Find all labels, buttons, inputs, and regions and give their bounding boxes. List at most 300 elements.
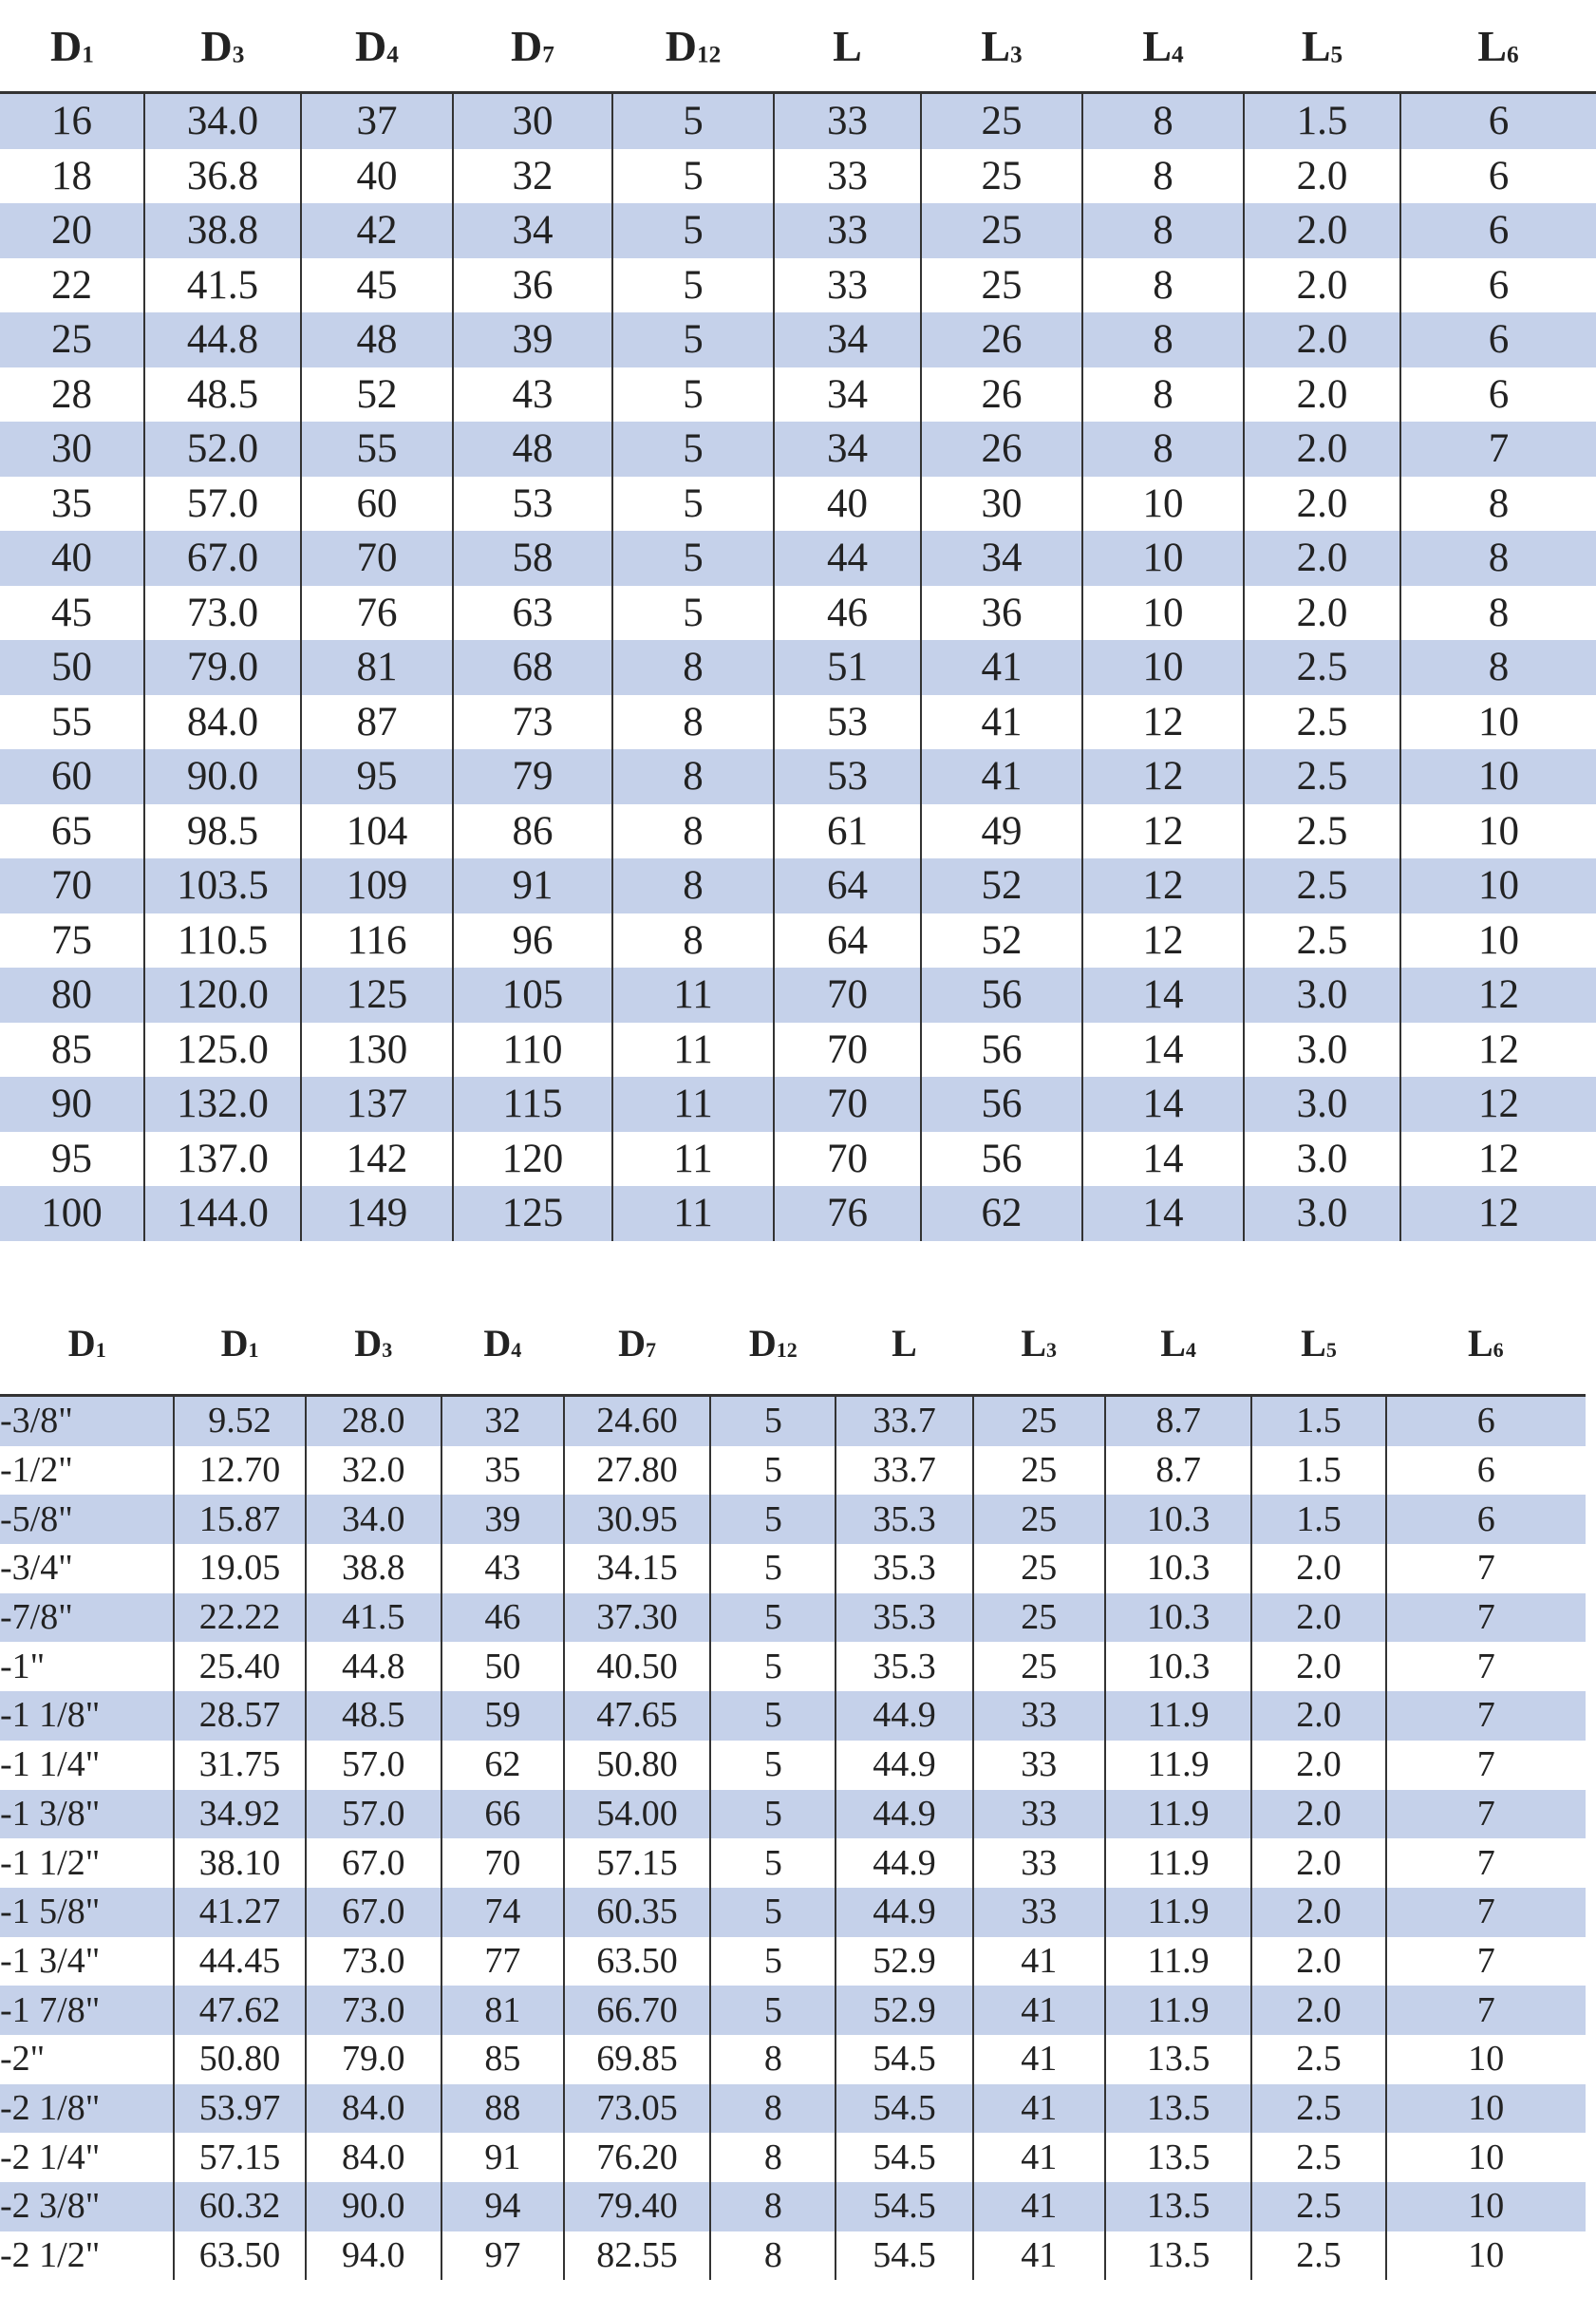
- table-cell: 30: [453, 93, 612, 149]
- column-header: [301, 0, 453, 93]
- column-header-subscript: 1: [82, 40, 94, 67]
- table-cell: 50: [441, 1642, 564, 1691]
- table-cell: 57.0: [306, 1741, 441, 1790]
- table-cell: 6: [1400, 93, 1596, 149]
- table-cell: 8: [612, 804, 774, 859]
- table-cell: 94: [441, 2182, 564, 2231]
- table-cell: 46: [774, 586, 921, 641]
- table-cell: 48.5: [144, 367, 301, 423]
- column-header-symbol: L: [1021, 1321, 1047, 1365]
- table-cell: 8: [1400, 586, 1596, 641]
- column-header-symbol: D: [665, 21, 697, 70]
- table-cell: 2.5: [1244, 913, 1400, 969]
- table-cell: 2.0: [1251, 1741, 1385, 1790]
- table-cell: 11.9: [1105, 1937, 1252, 1986]
- table-cell: 10.3: [1105, 1593, 1252, 1643]
- table-cell: 41: [973, 2182, 1105, 2231]
- table-cell: 53: [774, 695, 921, 750]
- table-cell: 144.0: [144, 1186, 301, 1241]
- column-header: [174, 1291, 305, 1396]
- table-cell: 8: [1082, 258, 1244, 313]
- table-row: [0, 2182, 1586, 2231]
- table-cell: 40.50: [564, 1642, 711, 1691]
- table-cell: 47.65: [564, 1691, 711, 1741]
- table-cell: 3.0: [1244, 1132, 1400, 1187]
- table-cell: 1.5: [1251, 1446, 1385, 1496]
- table-cell: 54.5: [836, 2035, 972, 2084]
- table-cell: 7: [1386, 1691, 1586, 1741]
- table-cell: 73: [453, 695, 612, 750]
- table-cell: -2 1/4": [0, 2137, 101, 2177]
- table-cell: 64: [774, 913, 921, 969]
- table-cell: 63.50: [564, 1937, 711, 1986]
- table-cell: 87: [301, 695, 453, 750]
- table-cell: 6: [1386, 1446, 1586, 1496]
- table-cell: 110.5: [144, 913, 301, 969]
- table-cell: 70: [0, 858, 144, 913]
- table-cell: -1 1/2": [0, 1842, 101, 1883]
- table-cell: 33: [973, 1741, 1105, 1790]
- table-cell: 12: [1082, 749, 1244, 804]
- table-cell: 43: [453, 367, 612, 423]
- table-cell: 2.0: [1251, 1838, 1385, 1888]
- table-cell: 11.9: [1105, 1838, 1252, 1888]
- column-header-symbol: D: [355, 21, 387, 70]
- column-header: [1400, 0, 1596, 93]
- table-cell: 91: [453, 858, 612, 913]
- table-cell: -3/4": [0, 1548, 73, 1589]
- table-cell: 30: [921, 477, 1082, 532]
- table-cell: 62: [921, 1186, 1082, 1241]
- column-header-symbol: L: [1477, 21, 1508, 70]
- table-cell: 90: [0, 1077, 144, 1132]
- table-cell: 73.0: [306, 1937, 441, 1986]
- table-cell: 41: [921, 640, 1082, 695]
- table-cell: 41: [921, 695, 1082, 750]
- table-row: [0, 804, 1596, 859]
- table-cell: 5: [612, 586, 774, 641]
- table-cell: 38.8: [144, 203, 301, 258]
- table-cell: -1 3/4": [0, 1940, 101, 1981]
- table-cell: 120.0: [144, 968, 301, 1023]
- table-cell: 8: [612, 749, 774, 804]
- table-cell: 44.9: [836, 1888, 972, 1937]
- column-header-subscript: 6: [1507, 40, 1519, 67]
- column-header: [144, 0, 301, 93]
- table-cell: 10.3: [1105, 1544, 1252, 1593]
- column-header: [1386, 1291, 1586, 1396]
- table-cell: -1 3/8": [0, 1790, 174, 1839]
- table-cell: 32: [453, 149, 612, 204]
- table-cell: 33: [774, 258, 921, 313]
- table-cell: 10: [1386, 2084, 1586, 2134]
- table-cell: 10: [1386, 2231, 1586, 2281]
- column-header: [1105, 1291, 1252, 1396]
- table-cell: 1.5: [1244, 93, 1400, 149]
- table-cell: 8: [1400, 531, 1596, 586]
- table-cell: 5: [710, 1691, 836, 1741]
- table-cell: 97: [441, 2231, 564, 2281]
- table-cell: 8: [1082, 422, 1244, 477]
- table-cell: 19.05: [174, 1544, 305, 1593]
- table-cell: 5: [710, 1937, 836, 1986]
- table-cell: 2.5: [1251, 2133, 1385, 2182]
- column-header-symbol: D: [483, 1321, 512, 1365]
- table-cell: 11: [612, 1186, 774, 1241]
- table-cell: 3.0: [1244, 1023, 1400, 1078]
- table-cell: 22.22: [174, 1593, 305, 1643]
- table-cell: -2 1/8": [0, 2084, 174, 2134]
- table-cell: 76: [301, 586, 453, 641]
- table-cell: 41.27: [174, 1888, 305, 1937]
- table-cell: 5: [710, 1642, 836, 1691]
- table-cell: 47.62: [174, 1986, 305, 2035]
- table-cell: 5: [612, 258, 774, 313]
- table-cell: 36: [453, 258, 612, 313]
- table-cell: 25: [921, 258, 1082, 313]
- table-cell: 33: [973, 1888, 1105, 1937]
- table-cell: 7: [1386, 1741, 1586, 1790]
- table-cell: 105: [453, 968, 612, 1023]
- column-header-subscript: 3: [382, 1337, 393, 1362]
- table-cell: 63.50: [174, 2231, 305, 2281]
- table-row: [0, 422, 1596, 477]
- table-cell: 8: [1082, 312, 1244, 367]
- table-cell: 6: [1400, 258, 1596, 313]
- table-cell: 58: [453, 531, 612, 586]
- table-cell: 6: [1400, 149, 1596, 204]
- table-cell: 13.5: [1105, 2133, 1252, 2182]
- table-cell: 53: [453, 477, 612, 532]
- table-cell: 3.0: [1244, 968, 1400, 1023]
- table-row: [0, 586, 1596, 641]
- table-row: [0, 1937, 1586, 1986]
- table-cell: 7: [1386, 1544, 1586, 1593]
- table-row: [0, 1077, 1596, 1132]
- table-cell: 2.0: [1244, 367, 1400, 423]
- table-cell: 68: [453, 640, 612, 695]
- table-cell: 2.5: [1251, 2035, 1385, 2084]
- table-cell: 70: [774, 1077, 921, 1132]
- table-cell: 79.40: [564, 2182, 711, 2231]
- column-header-symbol: D: [200, 21, 233, 70]
- table-cell: 67.0: [306, 1838, 441, 1888]
- table-cell: 7: [1386, 1838, 1586, 1888]
- table-cell: 13.5: [1105, 2035, 1252, 2084]
- table-row: [0, 203, 1596, 258]
- table-cell: -1/2": [0, 1450, 73, 1491]
- column-header-symbol: D: [220, 1321, 249, 1365]
- table-cell: 2.0: [1244, 531, 1400, 586]
- table-cell: 11: [612, 968, 774, 1023]
- table-cell: 56: [921, 1023, 1082, 1078]
- table-cell: 2.0: [1244, 422, 1400, 477]
- table-cell: 16: [0, 93, 144, 149]
- table-row: [0, 312, 1596, 367]
- table-cell: 79.0: [144, 640, 301, 695]
- table-cell: 35: [51, 480, 92, 526]
- column-header: [0, 1291, 174, 1396]
- column-header-symbol: D: [511, 21, 543, 70]
- table-cell: -3/8": [0, 1396, 174, 1446]
- table-cell: -1 1/8": [0, 1691, 174, 1741]
- table-cell: 57.0: [144, 477, 301, 532]
- table-row: [0, 2035, 1586, 2084]
- table-cell: 7: [1386, 1888, 1586, 1937]
- table-row: [0, 1023, 1596, 1078]
- table-cell: 25.40: [174, 1642, 305, 1691]
- table-cell: 11.9: [1105, 1741, 1252, 1790]
- column-header-subscript: 6: [1493, 1337, 1504, 1362]
- table-cell: 30: [0, 422, 144, 477]
- column-header-symbol: L: [1160, 1321, 1186, 1365]
- column-header: [1244, 0, 1400, 93]
- table-cell: 7: [1386, 1986, 1586, 2035]
- table-cell: 5: [612, 422, 774, 477]
- table-cell: 44: [774, 531, 921, 586]
- table-cell: 2.0: [1244, 203, 1400, 258]
- table-cell: 25: [973, 1642, 1105, 1691]
- table-row: [0, 1888, 1586, 1937]
- table-cell: 11.9: [1105, 1986, 1252, 2035]
- table-cell: 41.5: [144, 258, 301, 313]
- table-cell: 57.15: [174, 2133, 305, 2182]
- table-cell: 70: [774, 1023, 921, 1078]
- column-header: [1082, 0, 1244, 93]
- table-cell: 116: [301, 913, 453, 969]
- table-cell: 149: [301, 1186, 453, 1241]
- table-cell: 120: [453, 1132, 612, 1187]
- column-header: [612, 0, 774, 93]
- table-cell: 5: [710, 1888, 836, 1937]
- table-cell: 12: [1082, 695, 1244, 750]
- table-cell: 34.92: [174, 1790, 305, 1839]
- table-cell: 57.15: [564, 1838, 711, 1888]
- table-cell: 10: [1082, 477, 1244, 532]
- table-cell: 8: [710, 2084, 836, 2134]
- table-cell: 125: [453, 1186, 612, 1241]
- table-cell: 10: [1386, 2133, 1586, 2182]
- column-header-symbol: L: [1301, 21, 1331, 70]
- table-cell: 6: [1386, 1495, 1586, 1544]
- column-header-subscript: 5: [1325, 1337, 1337, 1362]
- table-cell: 12.70: [174, 1446, 305, 1496]
- column-header-symbol: D: [67, 1321, 96, 1365]
- table-cell: 5: [612, 93, 774, 149]
- table-cell: 6: [1400, 367, 1596, 423]
- table-cell: 25: [973, 1544, 1105, 1593]
- table-cell: 10: [1386, 2182, 1586, 2231]
- table-cell: 73.05: [564, 2084, 711, 2134]
- table-cell: 10: [1400, 913, 1596, 969]
- table-row: [0, 2084, 1586, 2134]
- table-cell: 63: [453, 586, 612, 641]
- column-header-subscript: 3: [232, 40, 245, 67]
- table-cell: 52.9: [836, 1986, 972, 2035]
- table-cell: 56: [921, 1077, 1082, 1132]
- column-header: [306, 1291, 441, 1396]
- table-cell: 57.0: [306, 1790, 441, 1839]
- table-cell: 2.5: [1244, 804, 1400, 859]
- table-cell: 59: [441, 1691, 564, 1741]
- table-cell: 60: [301, 477, 453, 532]
- table-cell: 14: [1082, 1023, 1244, 1078]
- table-cell: 33: [774, 149, 921, 204]
- table-row: [0, 2231, 1586, 2281]
- table-row: [0, 1593, 1586, 1643]
- table-row: [0, 1396, 1586, 1446]
- table-cell: 142: [301, 1132, 453, 1187]
- table-cell: 8: [612, 695, 774, 750]
- table-cell: 115: [453, 1077, 612, 1132]
- table-cell: 41: [921, 749, 1082, 804]
- table-cell: 85: [51, 1026, 92, 1072]
- table-cell: 3.0: [1244, 1077, 1400, 1132]
- table-cell: 35: [441, 1446, 564, 1496]
- table-cell: 33: [973, 1691, 1105, 1741]
- table-cell: 39: [441, 1495, 564, 1544]
- table-cell: 12: [1082, 858, 1244, 913]
- table-row: [0, 913, 1596, 969]
- table-cell: 2.0: [1244, 149, 1400, 204]
- table-cell: 103.5: [144, 858, 301, 913]
- table-cell: 77: [441, 1937, 564, 1986]
- table-cell: 2.5: [1244, 640, 1400, 695]
- table-cell: 12: [1400, 1186, 1596, 1241]
- table-cell: 3.0: [1244, 1186, 1400, 1241]
- table-cell: 7: [1386, 1593, 1586, 1643]
- table-cell: 95: [301, 749, 453, 804]
- table-cell: 90.0: [144, 749, 301, 804]
- table-cell: 12: [1082, 804, 1244, 859]
- table-cell: 44.8: [306, 1642, 441, 1691]
- table-cell: -5/8": [0, 1495, 174, 1544]
- table-row: [0, 1790, 1586, 1839]
- table-cell: 125: [301, 968, 453, 1023]
- table-cell: 10: [1400, 749, 1596, 804]
- table-cell: 11.9: [1105, 1790, 1252, 1839]
- table-cell: 11.9: [1105, 1888, 1252, 1937]
- table-row: [0, 1741, 1586, 1790]
- column-header: [774, 0, 921, 93]
- table-cell: 26: [921, 367, 1082, 423]
- column-header-symbol: L: [833, 21, 862, 70]
- table-row: [0, 749, 1596, 804]
- table-cell: 25: [973, 1446, 1105, 1496]
- table-cell: 5: [612, 477, 774, 532]
- table-cell: 45: [301, 258, 453, 313]
- column-header: [921, 0, 1082, 93]
- table-cell: 73.0: [306, 1986, 441, 2035]
- table-cell: 40: [0, 531, 144, 586]
- table-cell: 33: [973, 1790, 1105, 1839]
- table-cell: 12: [1400, 1023, 1596, 1078]
- column-header-subscript: 12: [696, 40, 722, 67]
- column-header-symbol: L: [981, 21, 1011, 70]
- table-row: [0, 858, 1596, 913]
- table-cell: 52.9: [836, 1937, 972, 1986]
- column-header-symbol: L: [1301, 1321, 1326, 1365]
- table-cell: 5: [612, 203, 774, 258]
- table-row: [0, 1986, 1586, 2035]
- table-cell: 22: [51, 262, 92, 308]
- table-row: [0, 149, 1596, 204]
- table-cell: 66: [441, 1790, 564, 1839]
- table-cell: 5: [710, 1495, 836, 1544]
- table-cell: 70: [774, 1132, 921, 1187]
- table-cell: 28.0: [306, 1396, 441, 1446]
- table-cell: 33.7: [836, 1446, 972, 1496]
- column-header-subscript: 3: [1010, 40, 1023, 67]
- table-cell: 25: [973, 1396, 1105, 1446]
- table-cell: 8: [1082, 93, 1244, 149]
- imperial-dimension-table: [0, 1291, 1586, 2280]
- column-header-symbol: L: [1467, 1321, 1493, 1365]
- table-cell: 60: [0, 749, 144, 804]
- table-cell: 41.5: [306, 1593, 441, 1643]
- table-body: [0, 1396, 1586, 2281]
- table-cell: 12: [1400, 1077, 1596, 1132]
- table-cell: 24.60: [564, 1396, 711, 1446]
- table-cell: 34: [774, 312, 921, 367]
- table-cell: 14: [1082, 968, 1244, 1023]
- table-cell: 48: [453, 422, 612, 477]
- table-cell: 2.5: [1251, 2084, 1385, 2134]
- table-cell: 38.8: [306, 1544, 441, 1593]
- table-cell: 91: [441, 2133, 564, 2182]
- table-cell: 5: [612, 367, 774, 423]
- table-cell: 2.0: [1244, 477, 1400, 532]
- table-cell: 5: [710, 1741, 836, 1790]
- table-cell: 25: [0, 312, 144, 367]
- table-cell: 109: [301, 858, 453, 913]
- table-cell: -1 7/8": [0, 1986, 174, 2035]
- table-cell: 10: [1400, 804, 1596, 859]
- table-row: [0, 1186, 1596, 1241]
- table-cell: 26: [921, 422, 1082, 477]
- table-cell: 125.0: [144, 1023, 301, 1078]
- table-cell: 2.5: [1244, 749, 1400, 804]
- table-cell: 9.52: [174, 1396, 305, 1446]
- table-cell: 40: [301, 149, 453, 204]
- table-cell: 8: [612, 640, 774, 695]
- table-cell: 53.97: [174, 2084, 305, 2134]
- table-cell: 10.3: [1105, 1642, 1252, 1691]
- table-row: [0, 1446, 1586, 1496]
- table-cell: 8: [710, 2035, 836, 2084]
- table-cell: 5: [710, 1790, 836, 1839]
- table-cell: 2.5: [1251, 2182, 1385, 2231]
- table-cell: 7: [1386, 1790, 1586, 1839]
- column-header: [0, 0, 144, 93]
- table-cell: 61: [774, 804, 921, 859]
- table-cell: 38.10: [174, 1838, 305, 1888]
- table-cell: 2.0: [1251, 1986, 1385, 2035]
- table-cell: 76: [774, 1186, 921, 1241]
- column-header-subscript: 3: [1046, 1337, 1058, 1362]
- table-cell: 49: [921, 804, 1082, 859]
- table-cell: 53: [774, 749, 921, 804]
- table-cell: 11: [612, 1023, 774, 1078]
- table-cell: 25: [973, 1495, 1105, 1544]
- table-cell: 44.9: [836, 1741, 972, 1790]
- table-cell: 75: [51, 917, 92, 963]
- table-cell: 54.5: [836, 2084, 972, 2134]
- column-header-subscript: 12: [776, 1337, 798, 1362]
- table-cell: 18: [51, 153, 92, 198]
- table-cell: -2 3/8": [0, 2182, 174, 2231]
- table-cell: 70: [301, 531, 453, 586]
